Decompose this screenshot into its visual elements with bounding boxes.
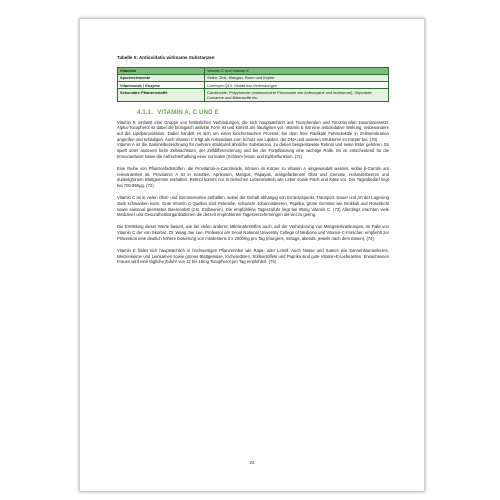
table-row bbox=[118, 74, 389, 81]
table-row-value: Carotinoide, Polyphenole (insbesondere Flavonoide wie Anthocyane und Isoflavone), Glycoside, Cumarine und Bitterstoffe etc. bbox=[205, 89, 389, 101]
document-page bbox=[79, 18, 425, 492]
paragraph: Vitamin C ist in vielen Obst- und Gemüsesorten enthalten, wobei der Gehalt abhängig von Erntezeitpunkt, Transport, Dauer und Art der Lagerung stark schwanken kann. Gute Vitamin C-Quellen sind Petersilie, schwarze Johannisbeeren, Paprika, grüne Gemüse wie Brokkoli und Rosenkohl sowie saisonal geerntetes Beerenobst (z.B. Erdbeeren). Die empfohlene Tageszufuhr liegt bei 95mg Vitamin C. (73) Allerdings erachten viele Mediziner und Gesundheitsorganisationen die derzeit empfohlenen Tagesverzehrmengen als viel zu gering. bbox=[117, 195, 389, 218]
table-row-key: Sekundäre Pflanzenstoffe bbox=[118, 89, 205, 101]
table-row bbox=[118, 82, 389, 89]
page-number: 24 bbox=[249, 460, 255, 465]
section-number: 4.1.1. bbox=[137, 108, 154, 116]
table-row bbox=[118, 67, 389, 74]
paragraph: Vitamin E umfasst eine Gruppe von fettlöslichen Verbindungen, die sich hauptsächlich aus Tocopherolen und Tocotrienolen zusammensetzt: Alpha-Tocopherol ist dabei die biologisch aktivste Form ist und kommt am häufigsten vor. Vitamin E hat eine antioxidative Wirkung, insbesondere auf die Lipidperoxidation. Dabei handelt es sich um einen biochemischen Prozess, bei dem freie Radikale Fettmoleküle in Zellmembranen angreifen und schädigen. Auch Vitamin C trägt als Antioxidans zum Schutz von Lipiden, der DNA und anderen Strukturen im Körper bei. (70) bbox=[117, 119, 389, 142]
table-row-key: Vitaminoide / Enzyme bbox=[118, 82, 205, 89]
paragraph: Vitamin E findet sich hauptsächlich in hochwertigen Pflanzenölen wie Raps- oder Leinöl. Auch Nüsse und Samen wie Sonnenblumenkerne, Weizenkeime und Leinsamen sowie grünes Blattgemüse, Kichererbsen, Süßkartoffeln und Paprika sind gute Vitamin-E-Lieferanten. Erwachsenen Frauen wird eine tägliche Zufuhr von 12 bis 15mg Tocopherol pro Tag empfohlen. (75) bbox=[117, 247, 389, 265]
table-row-key: Spurenelemente bbox=[118, 74, 205, 81]
page-content bbox=[117, 55, 389, 271]
table-row-value: Vitamin C und Vitamin E bbox=[205, 67, 389, 74]
table-caption: Tabelle 5: Antioxidativ wirksame Substanzen bbox=[117, 55, 215, 60]
paragraph: Vitamin A ist die Sammelbezeichnung für mehrere strukturell ähnliche Substanzen, zu denen beispielsweise Retinol und seine Ester gehören. Es spielt unter anderem beim Zellwachstum, der Zelldifferenzierung und bei der Fortpflanzung eine wichtige Rolle. Es ist entscheidend für die Immunantwort sowie die Aufrechterhaltung einer normalen (Schleim-)Haut- und Epithelfunktion. (71) bbox=[117, 142, 389, 159]
table-row-value: Coenzym Q10, Glutathion-Verbindungen bbox=[205, 82, 389, 89]
table-row-value: Selen, Zink, Mangan, Eisen und Kupfer bbox=[205, 74, 389, 81]
paragraph: Eine Reihe von Pflanzenfarbstoffen, die Provitamin-A-Carotinoide, können im Körper zu Vitamin A umgewandelt werden, wobei β-Carotin am relevantesten ist. Provitamin A ist in Karotten, Aprikosen, Mangos, Papayas, orangefarbenem Obst und Gemüse, Holunderbeeren und dunkelgrünem Blattgemüse enthalten. Retinol kommt nur in tierischen Lebensmitteln wie Leber sowie Fisch und Käse vor. Der Tagesbedarf liegt bei 700-850µg. (72) bbox=[117, 165, 389, 189]
paragraph: Die Ermittlung dieser Werte basiert, wie bei vielen anderen Mikronährstoffen auch, auf der Verhinderung von Mangelerkrankungen, im Falle von Vitamin C der von Skorbut. Dr. Wang Jae Lee, Professor am Seoul National University College of Medicine und Vitamin-C-Forscher, empfiehlt zur Prävention eine deutlich höhere Dosierung von mindestens 3 x 2000mg pro Tag (morgens, mittags, abends, jeweils nach dem Essen). (74) bbox=[117, 224, 389, 241]
section-heading bbox=[137, 109, 389, 116]
section-title: VITAMIN A, C UND E bbox=[157, 108, 219, 116]
table-row-key: Vitamine bbox=[118, 67, 205, 74]
table-row bbox=[118, 89, 389, 101]
antioxidant-table bbox=[117, 67, 389, 102]
